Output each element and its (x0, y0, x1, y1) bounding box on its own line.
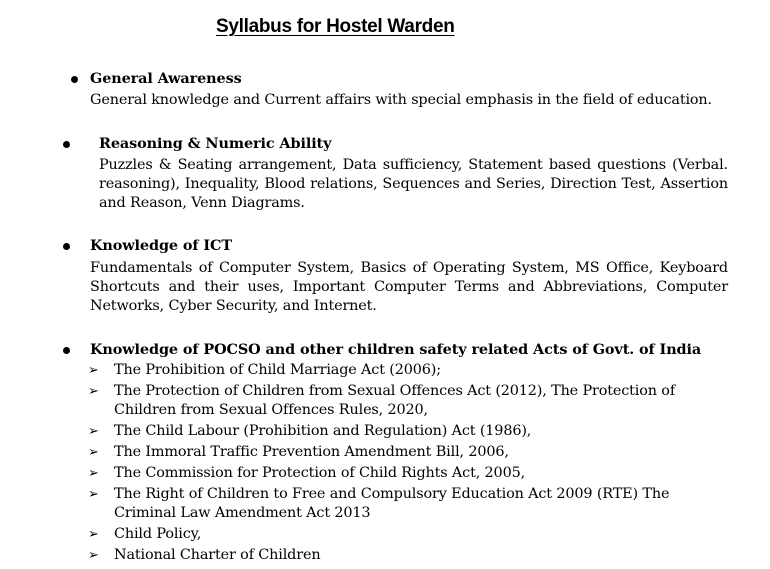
list-item (88, 464, 688, 483)
list-item (88, 382, 688, 420)
list-item (88, 525, 688, 544)
acts-list (88, 361, 688, 565)
arrow-bullet-icon: ➢ (88, 363, 99, 378)
list-item-text: The Commission for Protection of Child Rights Act, 2005, (114, 465, 526, 481)
arrow-bullet-icon: ➢ (88, 384, 99, 399)
arrow-bullet-icon: ➢ (88, 548, 99, 563)
arrow-bullet-icon: ➢ (88, 527, 99, 542)
arrow-bullet-icon: ➢ (88, 445, 99, 460)
list-item (88, 361, 688, 380)
arrow-bullet-icon: ➢ (88, 487, 99, 502)
list-item-text: The Prohibition of Child Marriage Act (2006); (114, 362, 441, 378)
bullet-icon (63, 141, 70, 148)
section-text-ict: Fundamentals of Computer System, Basics of Operating System, MS Office, Keyboard Shortcuts and their uses, Important Computer Terms and Abbreviations, Computer Networks, Cyber Security, and Internet. (90, 260, 728, 314)
section-heading-reasoning: Reasoning & Numeric Ability (99, 135, 332, 152)
list-item (88, 443, 688, 462)
list-item-text: The Child Labour (Prohibition and Regulation) Act (1986), (114, 423, 532, 439)
list-item-text: The Immoral Traffic Prevention Amendment Bill, 2006, (114, 444, 509, 460)
list-item-text: The Right of Children to Free and Compulsory Education Act 2009 (RTE) The Criminal Law Amendment Act 2013 (114, 486, 670, 521)
bullet-icon (63, 243, 70, 250)
section-text-reasoning: Puzzles & Seating arrangement, Data sufficiency, Statement based questions (Verbal. reasoning), Inequality, Blood relations, Sequences and Series, Direction Test, Assertion and Reason, Venn Diagrams. (99, 157, 728, 211)
list-item-text: National Charter of Children (114, 547, 321, 563)
list-item-text: The Protection of Children from Sexual Offences Act (2012), The Protection of Children from Sexual Offences Rules, 2020, (114, 383, 675, 418)
list-item (88, 546, 688, 565)
section-heading-ict: Knowledge of ICT (90, 237, 232, 254)
section-heading-general-awareness: General Awareness (90, 70, 242, 87)
section-text-general-awareness: General knowledge and Current affairs with special emphasis in the field of education. (90, 92, 712, 108)
section-heading-pocso: Knowledge of POCSO and other children safety related Acts of Govt. of India (90, 341, 702, 358)
list-item (88, 422, 688, 441)
arrow-bullet-icon: ➢ (88, 466, 99, 481)
bullet-icon (71, 76, 78, 83)
arrow-bullet-icon: ➢ (88, 424, 99, 439)
list-item (88, 485, 688, 523)
bullet-icon (63, 347, 70, 354)
page-title: Syllabus for Hostel Warden (216, 16, 455, 37)
list-item-text: Child Policy, (114, 526, 202, 542)
